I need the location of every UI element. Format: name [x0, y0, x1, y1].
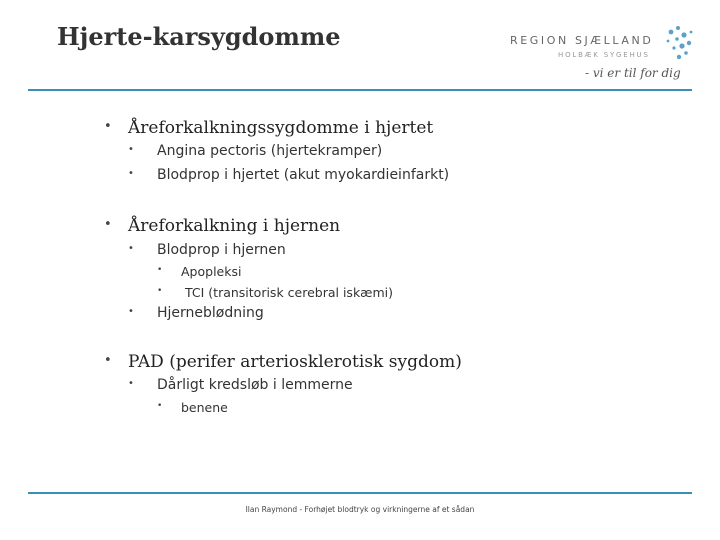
bullet-marker: • [128, 144, 134, 155]
bullet-marker: • [104, 217, 112, 232]
region-sjaelland-logo [505, 22, 705, 92]
list-item: Hjerneblødning [157, 305, 264, 321]
slide-footer: Ilan Raymond - Forhøjet blodtryk og virkningerne af et sådan [245, 505, 475, 514]
logo-dots-icon [667, 26, 693, 59]
list-item: TCI (transitorisk cerebral iskæmi) [185, 285, 393, 300]
logo-line2: HOLBÆK SYGEHUS [558, 51, 650, 59]
list-item: Blodprop i hjernen [157, 242, 286, 258]
bullet-marker: • [104, 353, 112, 368]
logo-line1: REGION SJÆLLAND [510, 34, 654, 47]
list-item: benene [181, 400, 228, 415]
bullet-marker: • [128, 168, 134, 179]
bullet-marker: • [104, 119, 112, 134]
bullet-marker: • [128, 243, 134, 254]
bullet-marker: • [128, 378, 134, 389]
section-brain-heading: Åreforkalkning i hjernen [128, 216, 341, 236]
list-item: Apopleksi [181, 264, 242, 279]
slide-title: Hjerte-karsygdomme [57, 22, 341, 51]
footer-divider [28, 492, 692, 494]
list-item: Angina pectoris (hjertekramper) [157, 143, 383, 159]
list-item: Blodprop i hjertet (akut myokardieinfarkt) [157, 167, 450, 183]
bullet-marker: • [128, 306, 134, 317]
list-item: Dårligt kredsløb i lemmerne [157, 377, 353, 393]
header-divider [28, 89, 692, 91]
bullet-marker: • [157, 265, 163, 275]
bullet-marker: • [157, 401, 163, 411]
section-heart-heading: Åreforkalkningssygdomme i hjertet [128, 118, 434, 138]
section-pad-heading: PAD (perifer arteriosklerotisk sygdom) [128, 352, 462, 372]
bullet-marker: • [157, 286, 163, 296]
logo-tagline: - vi er til for dig [585, 66, 681, 80]
